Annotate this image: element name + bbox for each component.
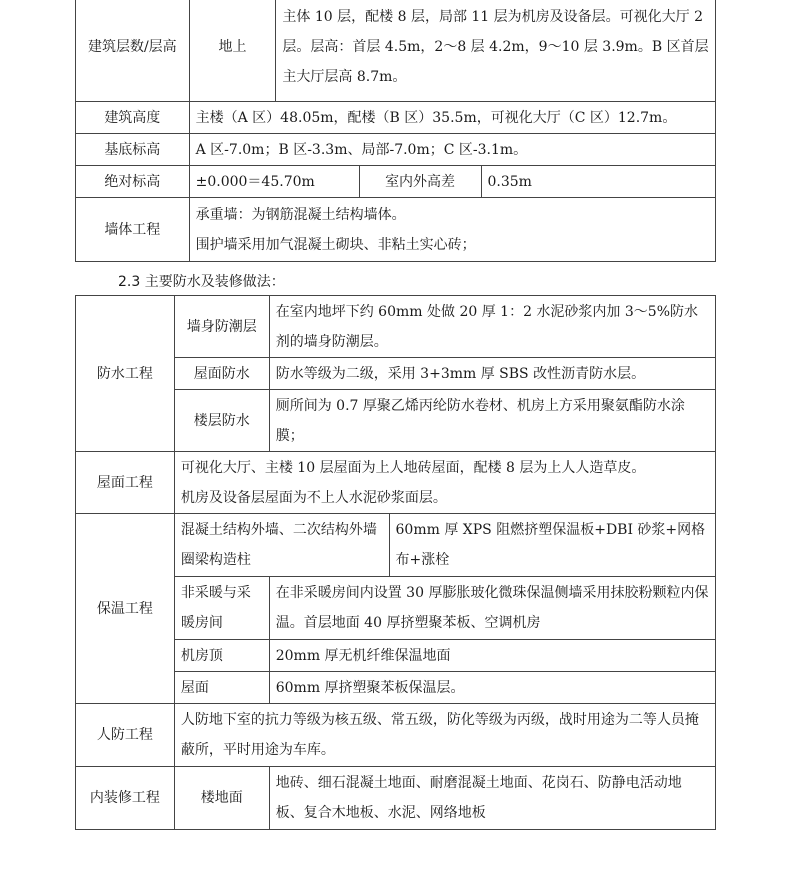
abs-value: ±0.000＝45.70m: [189, 166, 359, 198]
above-ground-text: 主体 10 层，配楼 8 层，局部 11 层为机房及设备层。可视化大厅 2 层。层高：首层 4.5m，2～8 层 4.2m，9～10 层 3.9m。B 区首层主大厅层高 8.7m。: [276, 0, 716, 102]
insul-text-3: 20mm 厚无机纤维保温地面: [269, 640, 715, 672]
insul-sub-4: 屋面: [174, 672, 269, 704]
interior-deco-label: 内装修工程: [76, 767, 175, 830]
waterproof-label: 防水工程: [76, 296, 175, 452]
insul-sub-1: 混凝土结构外墙、二次结构外墙圈梁构造柱: [174, 514, 389, 577]
wp-text-3: 厕所间为 0.7 厚聚乙烯丙纶防水卷材、机房上方采用聚氨酯防水涂膜；: [269, 390, 715, 452]
diff-label: 室内外高差: [359, 166, 481, 198]
wp-sub-2: 屋面防水: [174, 358, 269, 390]
wp-sub-1: 墙身防潮层: [174, 296, 269, 358]
height-text: 主楼（A 区）48.05m，配楼（B 区）35.5m，可视化大厅（C 区）12.7m。: [189, 102, 715, 134]
wp-text-1: 在室内地坪下约 60mm 处做 20 厚 1：2 水泥砂浆内加 3～5%防水剂的墙身防潮层。: [269, 296, 715, 358]
deco-sub: 楼地面: [174, 767, 269, 830]
height-label: 建筑高度: [76, 102, 190, 134]
wall-text: [189, 198, 715, 262]
wall-line-2: 围护墙采用加气混凝土砌块、非粘土实心砖；: [195, 236, 476, 253]
roof-line-2: 机房及设备层屋面为不上人水泥砂浆面层。: [180, 489, 447, 506]
roof-label: 屋面工程: [76, 452, 175, 514]
roof-line-1: 可视化大厅、主楼 10 层屋面为上人地砖屋面，配楼 8 层为上人人造草皮。: [180, 459, 646, 476]
wall-line-1: 承重墙：为钢筋混凝土结构墙体。: [195, 206, 406, 223]
civil-defense-text: 人防地下室的抗力等级为核五级、常五级，防化等级为丙级，战时用途为二等人员掩蔽所，平时用途为车库。: [174, 704, 715, 767]
insul-sub-3: 机房顶: [174, 640, 269, 672]
base-text: A 区-7.0m；B 区-3.3m、局部-7.0m；C 区-3.1m。: [189, 134, 715, 166]
building-info-table: [75, 0, 716, 262]
insulation-label: 保温工程: [76, 514, 175, 704]
diff-value: 0.35m: [481, 166, 716, 198]
wall-label: 墙体工程: [76, 198, 190, 262]
wp-sub-3: 楼层防水: [174, 390, 269, 452]
floors-label: 建筑层数/层高: [76, 0, 190, 102]
section-title: 2.3 主要防水及装修做法：: [118, 274, 285, 290]
wp-text-2: 防水等级为二级，采用 3+3mm 厚 SBS 改性沥青防水层。: [269, 358, 715, 390]
insul-sub-2: 非采暖与采暖房间: [174, 577, 269, 640]
insul-text-4: 60mm 厚挤塑聚苯板保温层。: [269, 672, 715, 704]
roof-text: [174, 452, 715, 514]
base-label: 基底标高: [76, 134, 190, 166]
insul-text-2: 在非采暖房间内设置 30 厚膨胀玻化微珠保温侧墙采用抹胶粉颗粒内保温。首层地面 40 厚挤塑聚苯板、空调机房: [269, 577, 715, 640]
insul-text-1: 60mm 厚 XPS 阻燃挤塑保温板+DBI 砂浆+网格布+涨栓: [389, 514, 715, 577]
civil-defense-label: 人防工程: [76, 704, 175, 767]
above-ground-label: 地上: [189, 0, 276, 102]
waterproof-decoration-table: [75, 295, 716, 830]
abs-label: 绝对标高: [76, 166, 190, 198]
deco-text: 地砖、细石混凝土地面、耐磨混凝土地面、花岗石、防静电活动地板、复合木地板、水泥、网络地板: [269, 767, 715, 830]
